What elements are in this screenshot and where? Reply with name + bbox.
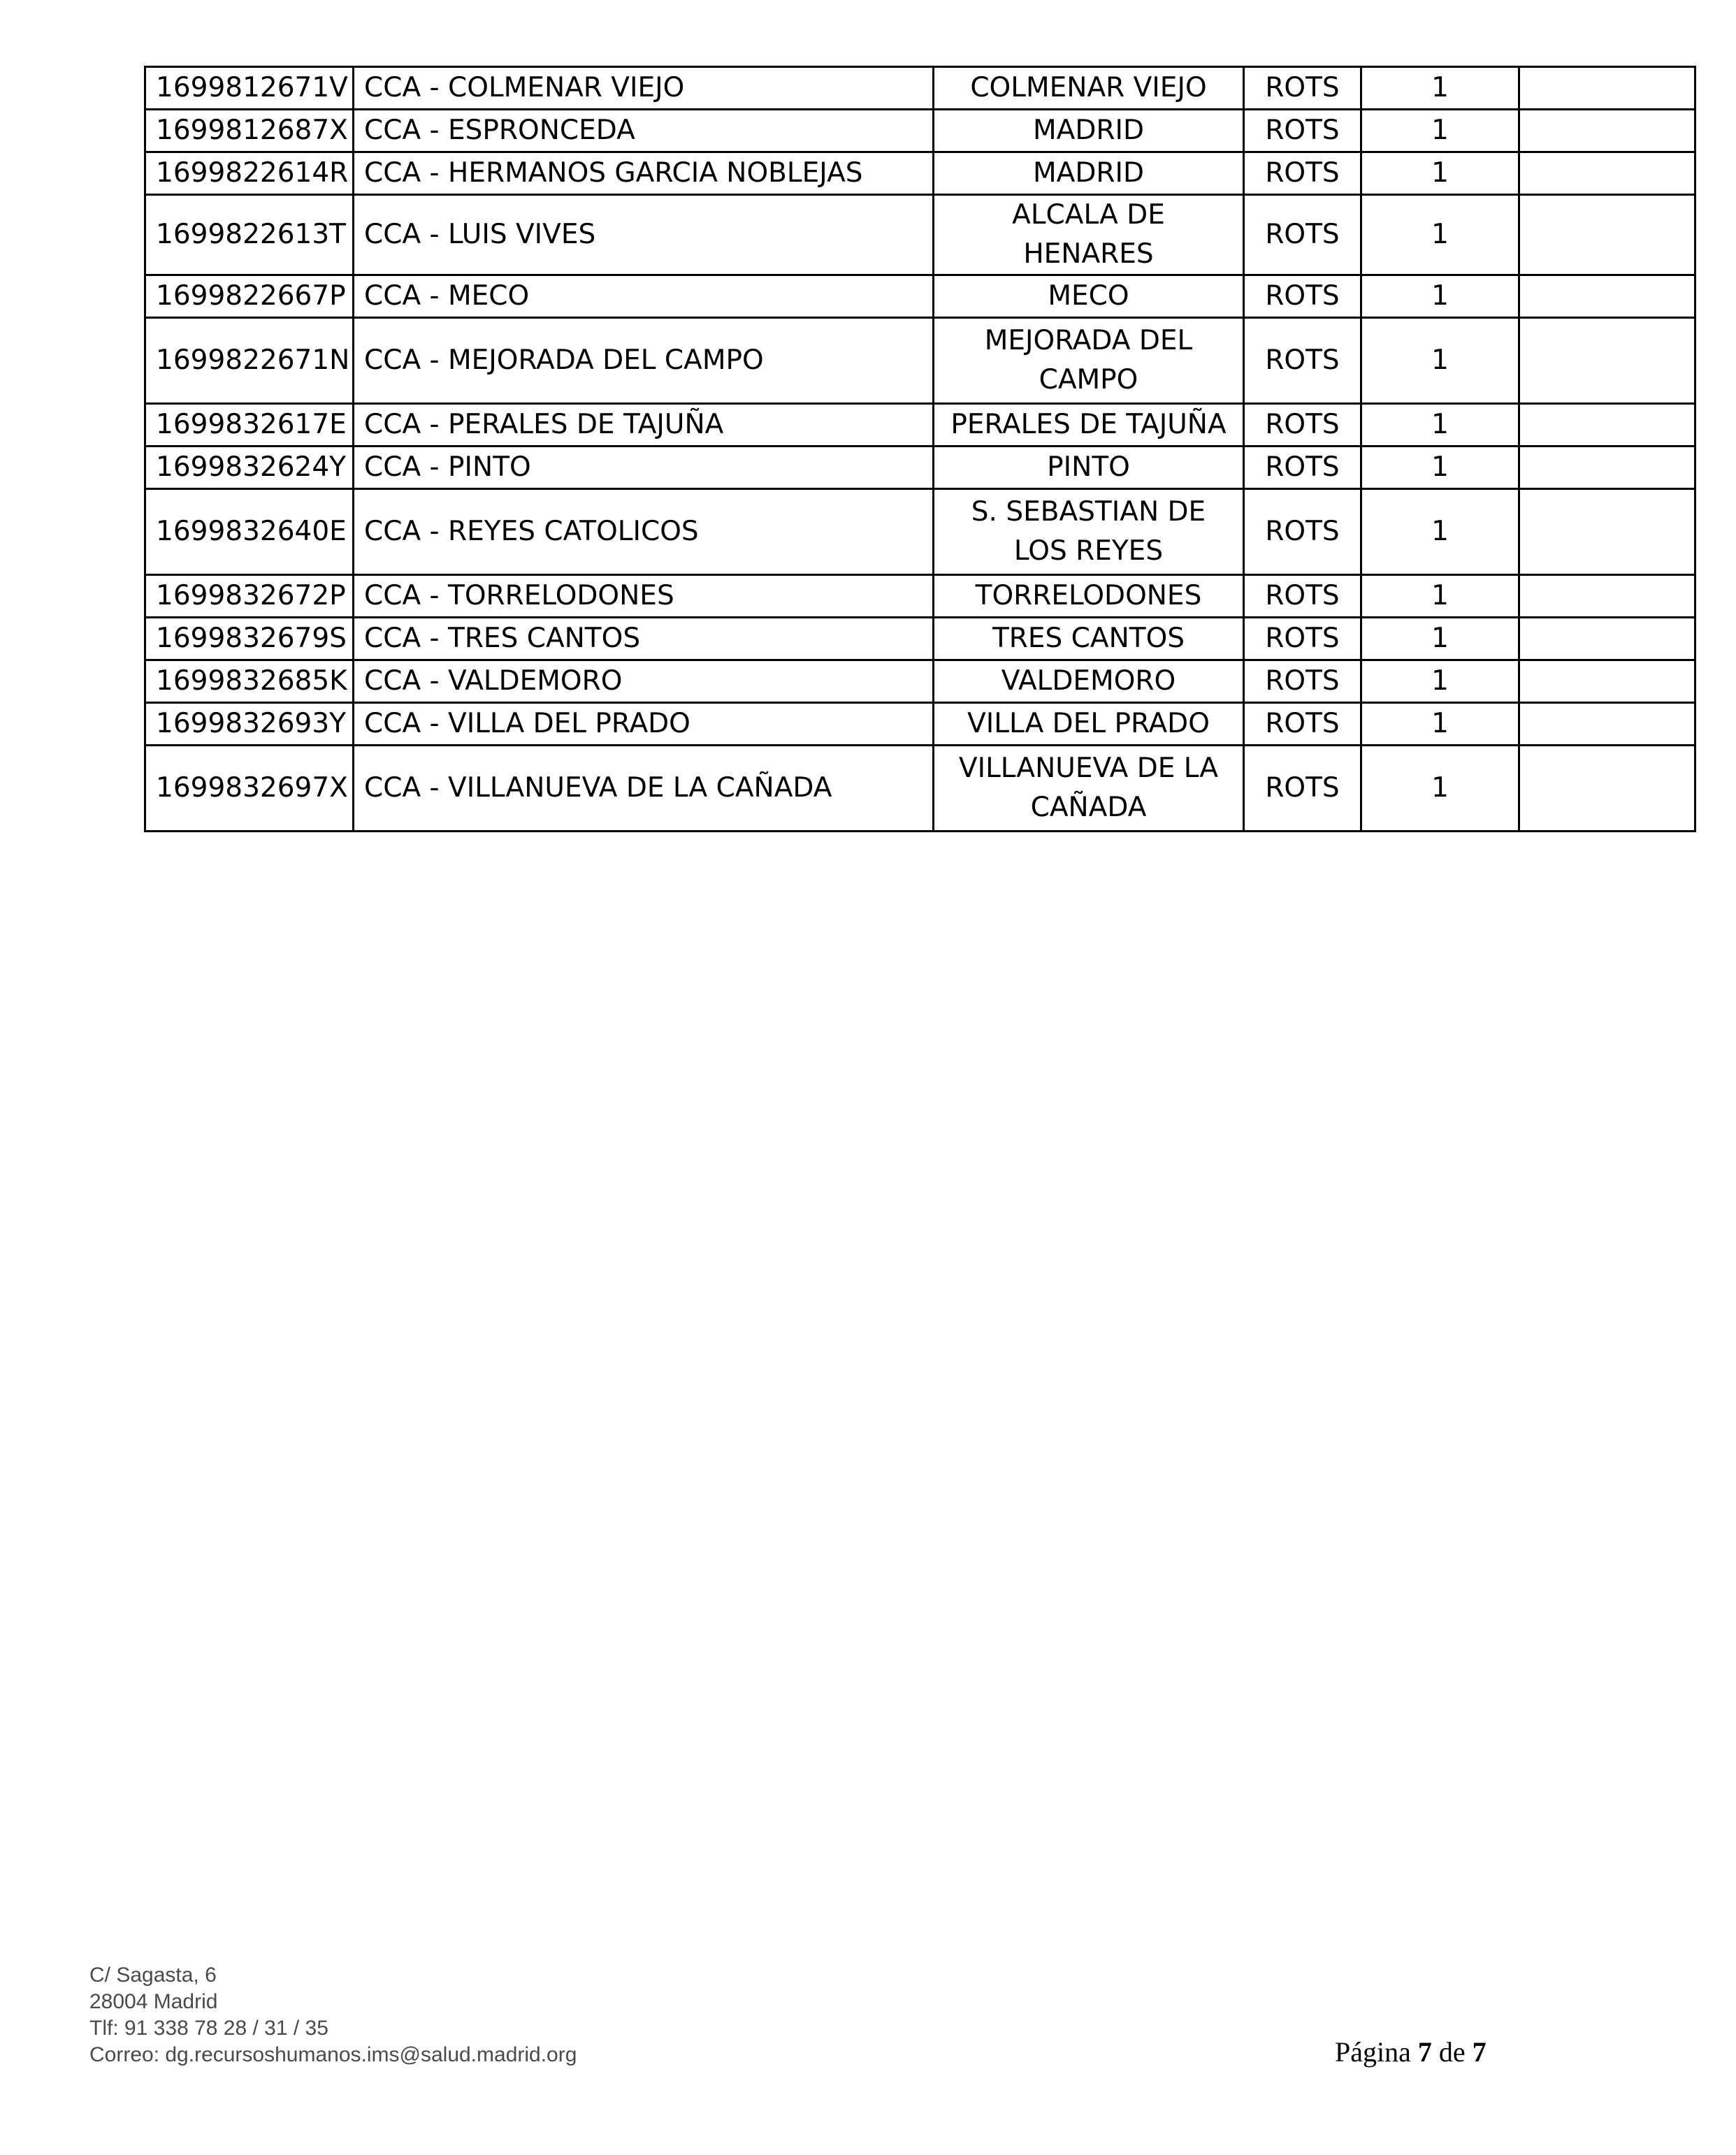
quantity-cell: 1 [1361, 318, 1519, 404]
empty-cell [1519, 67, 1695, 110]
table-row [145, 67, 1695, 110]
center-name-cell: CCA - REYES CATOLICOS [354, 489, 934, 575]
type-cell: ROTS [1244, 489, 1361, 575]
center-code-cell: 1699822667P [145, 275, 354, 318]
quantity-cell: 1 [1361, 404, 1519, 447]
footer-postal-city: 28004 Madrid [89, 1990, 218, 2013]
center-name-cell: CCA - PINTO [354, 447, 934, 489]
quantity-cell: 1 [1361, 152, 1519, 195]
type-cell: ROTS [1244, 318, 1361, 404]
type-cell: ROTS [1244, 275, 1361, 318]
center-code-cell: 1699822671N [145, 318, 354, 404]
type-cell: ROTS [1244, 67, 1361, 110]
page-total: 7 [1472, 2036, 1487, 2068]
table-row [145, 703, 1695, 746]
center-code-cell: 1699832624Y [145, 447, 354, 489]
center-name-cell: CCA - HERMANOS GARCIA NOBLEJAS [354, 152, 934, 195]
center-code-cell: 1699832685K [145, 660, 354, 703]
page-current: 7 [1417, 2036, 1432, 2068]
city-cell: COLMENAR VIEJO [934, 67, 1244, 110]
table-row [145, 489, 1695, 575]
empty-cell [1519, 746, 1695, 832]
center-code-cell: 1699812687X [145, 110, 354, 152]
city-cell: S. SEBASTIAN DE LOS REYES [934, 489, 1244, 575]
type-cell: ROTS [1244, 447, 1361, 489]
center-name-cell: CCA - ESPRONCEDA [354, 110, 934, 152]
type-cell: ROTS [1244, 746, 1361, 832]
table-row [145, 447, 1695, 489]
footer-street: C/ Sagasta, 6 [89, 1964, 217, 1987]
centers-table [144, 66, 1696, 832]
type-cell: ROTS [1244, 152, 1361, 195]
table-row [145, 152, 1695, 195]
city-cell: VALDEMORO [934, 660, 1244, 703]
type-cell: ROTS [1244, 110, 1361, 152]
empty-cell [1519, 489, 1695, 575]
footer-address-block [89, 1962, 577, 2068]
center-name-cell: CCA - PERALES DE TAJUÑA [354, 404, 934, 447]
empty-cell [1519, 110, 1695, 152]
empty-cell [1519, 575, 1695, 618]
city-cell: MECO [934, 275, 1244, 318]
quantity-cell: 1 [1361, 447, 1519, 489]
city-cell: TRES CANTOS [934, 618, 1244, 660]
city-cell: VILLA DEL PRADO [934, 703, 1244, 746]
center-name-cell: CCA - COLMENAR VIEJO [354, 67, 934, 110]
empty-cell [1519, 404, 1695, 447]
quantity-cell: 1 [1361, 660, 1519, 703]
table-row [145, 746, 1695, 832]
center-code-cell: 1699832640E [145, 489, 354, 575]
type-cell: ROTS [1244, 660, 1361, 703]
empty-cell [1519, 152, 1695, 195]
center-name-cell: CCA - MECO [354, 275, 934, 318]
quantity-cell: 1 [1361, 618, 1519, 660]
table-row [145, 275, 1695, 318]
table-row [145, 575, 1695, 618]
center-code-cell: 1699822613T [145, 195, 354, 275]
empty-cell [1519, 195, 1695, 275]
center-code-cell: 1699812671V [145, 67, 354, 110]
type-cell: ROTS [1244, 618, 1361, 660]
center-code-cell: 1699832672P [145, 575, 354, 618]
empty-cell [1519, 660, 1695, 703]
center-name-cell: CCA - MEJORADA DEL CAMPO [354, 318, 934, 404]
center-name-cell: CCA - TORRELODONES [354, 575, 934, 618]
city-cell: ALCALA DE HENARES [934, 195, 1244, 275]
type-cell: ROTS [1244, 404, 1361, 447]
type-cell: ROTS [1244, 575, 1361, 618]
center-name-cell: CCA - VILLA DEL PRADO [354, 703, 934, 746]
center-code-cell: 1699832679S [145, 618, 354, 660]
quantity-cell: 1 [1361, 110, 1519, 152]
center-name-cell: CCA - VALDEMORO [354, 660, 934, 703]
city-cell: MEJORADA DEL CAMPO [934, 318, 1244, 404]
page-of-label: de [1438, 2036, 1466, 2068]
page-number [1335, 2035, 1487, 2070]
quantity-cell: 1 [1361, 275, 1519, 318]
table-row [145, 404, 1695, 447]
quantity-cell: 1 [1361, 575, 1519, 618]
center-code-cell: 1699822614R [145, 152, 354, 195]
centers-table-body [145, 67, 1695, 832]
table-row [145, 110, 1695, 152]
center-code-cell: 1699832617E [145, 404, 354, 447]
page-label: Página [1335, 2036, 1411, 2068]
quantity-cell: 1 [1361, 489, 1519, 575]
city-cell: PINTO [934, 447, 1244, 489]
quantity-cell: 1 [1361, 746, 1519, 832]
city-cell: MADRID [934, 152, 1244, 195]
footer-phone: Tlf: 91 338 78 28 / 31 / 35 [89, 2017, 328, 2040]
city-cell: VILLANUEVA DE LA CAÑADA [934, 746, 1244, 832]
city-cell: PERALES DE TAJUÑA [934, 404, 1244, 447]
center-code-cell: 1699832697X [145, 746, 354, 832]
center-name-cell: CCA - VILLANUEVA DE LA CAÑADA [354, 746, 934, 832]
city-cell: TORRELODONES [934, 575, 1244, 618]
quantity-cell: 1 [1361, 67, 1519, 110]
center-code-cell: 1699832693Y [145, 703, 354, 746]
quantity-cell: 1 [1361, 703, 1519, 746]
table-row [145, 195, 1695, 275]
table-row [145, 660, 1695, 703]
empty-cell [1519, 618, 1695, 660]
empty-cell [1519, 275, 1695, 318]
empty-cell [1519, 318, 1695, 404]
footer-email: Correo: dg.recursoshumanos.ims@salud.madrid.org [89, 2043, 577, 2066]
type-cell: ROTS [1244, 703, 1361, 746]
quantity-cell: 1 [1361, 195, 1519, 275]
center-name-cell: CCA - TRES CANTOS [354, 618, 934, 660]
city-cell: MADRID [934, 110, 1244, 152]
empty-cell [1519, 703, 1695, 746]
empty-cell [1519, 447, 1695, 489]
table-row [145, 618, 1695, 660]
type-cell: ROTS [1244, 195, 1361, 275]
center-name-cell: CCA - LUIS VIVES [354, 195, 934, 275]
table-row [145, 318, 1695, 404]
